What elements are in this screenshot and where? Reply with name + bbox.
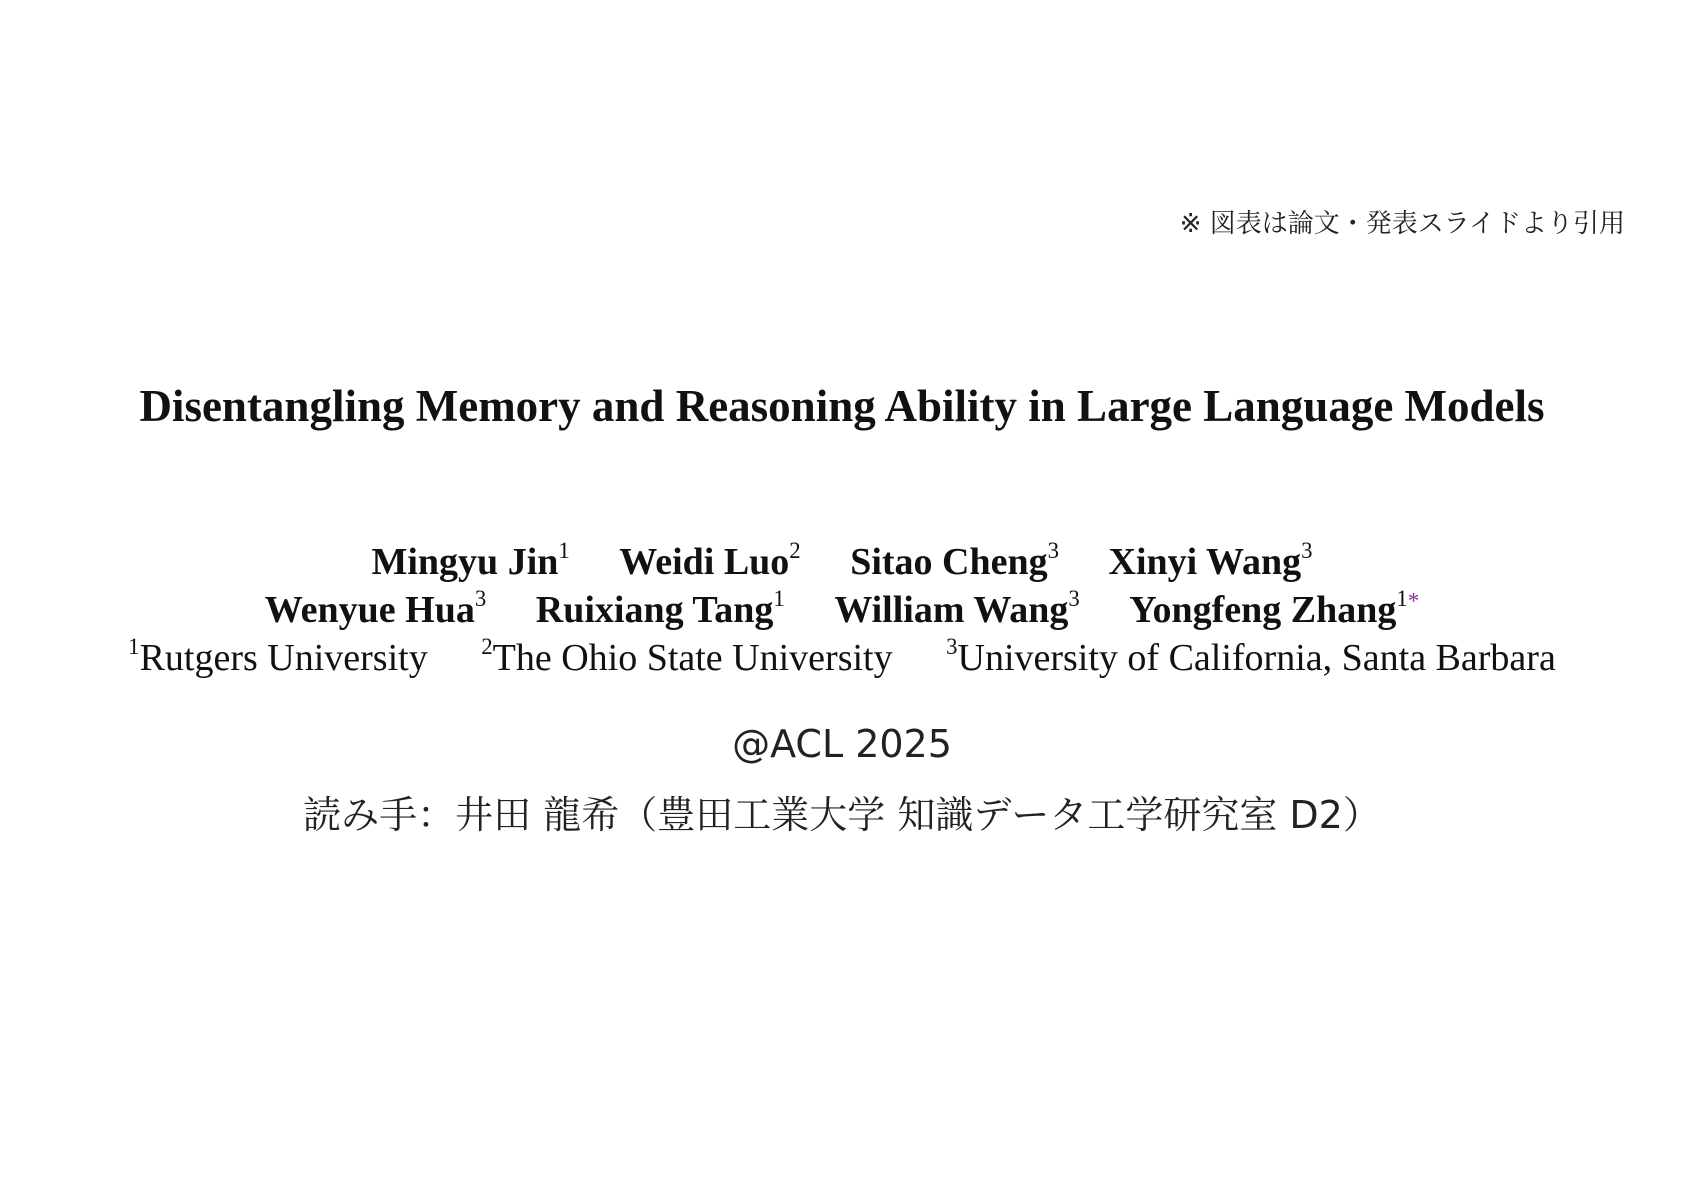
affiliation-name: University of California, Santa Barbara xyxy=(957,637,1556,679)
author-name: William Wang xyxy=(834,589,1069,631)
author-name: Weidi Luo xyxy=(619,541,790,583)
author xyxy=(1129,588,1419,632)
author-name: Yongfeng Zhang xyxy=(1129,589,1397,631)
author xyxy=(536,588,785,632)
author-name: Xinyi Wang xyxy=(1108,541,1302,583)
corresponding-author-mark: * xyxy=(1407,588,1420,614)
presenter-info: 読み手：井田 龍希（豊田工業大学 知識データ工学研究室 D2） xyxy=(303,793,1381,837)
affiliation-name: Rutgers University xyxy=(139,637,428,679)
author-line-1 xyxy=(0,540,1684,584)
citation-note: ※ 図表は論文・発表スライドより引用 xyxy=(1179,209,1625,239)
author-affiliation-number: 2 xyxy=(789,538,801,564)
affiliation xyxy=(946,636,1556,680)
affiliation-name: The Ohio State University xyxy=(492,637,893,679)
author-affiliation-number: 1 xyxy=(558,538,570,564)
author xyxy=(1109,540,1313,584)
author xyxy=(834,588,1079,632)
author xyxy=(619,540,800,584)
author-name: Ruixiang Tang xyxy=(535,589,774,631)
author-name: Mingyu Jin xyxy=(371,541,559,583)
author xyxy=(850,540,1059,584)
author-affiliation-number: 1 xyxy=(773,586,785,612)
author xyxy=(372,540,570,584)
author-name: Sitao Cheng xyxy=(850,541,1048,583)
author-affiliation-number: 1 xyxy=(1396,586,1408,612)
affiliation-number: 2 xyxy=(481,634,493,660)
affiliation-number: 1 xyxy=(128,634,140,660)
affiliation xyxy=(481,636,892,680)
author-affiliation-number: 3 xyxy=(1047,538,1060,564)
author-affiliation-number: 3 xyxy=(1068,586,1080,612)
author-affiliation-number: 3 xyxy=(1301,538,1313,564)
paper-title: Disentangling Memory and Reasoning Ability in Large Language Models xyxy=(139,381,1545,431)
affiliation-number: 3 xyxy=(946,634,958,660)
author xyxy=(265,588,487,632)
affiliation xyxy=(128,636,428,680)
venue: @ACL 2025 xyxy=(732,722,952,766)
author-line-2 xyxy=(0,588,1684,632)
affiliations xyxy=(0,636,1684,680)
author-affiliation-number: 3 xyxy=(474,586,487,612)
author-name: Wenyue Hua xyxy=(264,589,475,631)
